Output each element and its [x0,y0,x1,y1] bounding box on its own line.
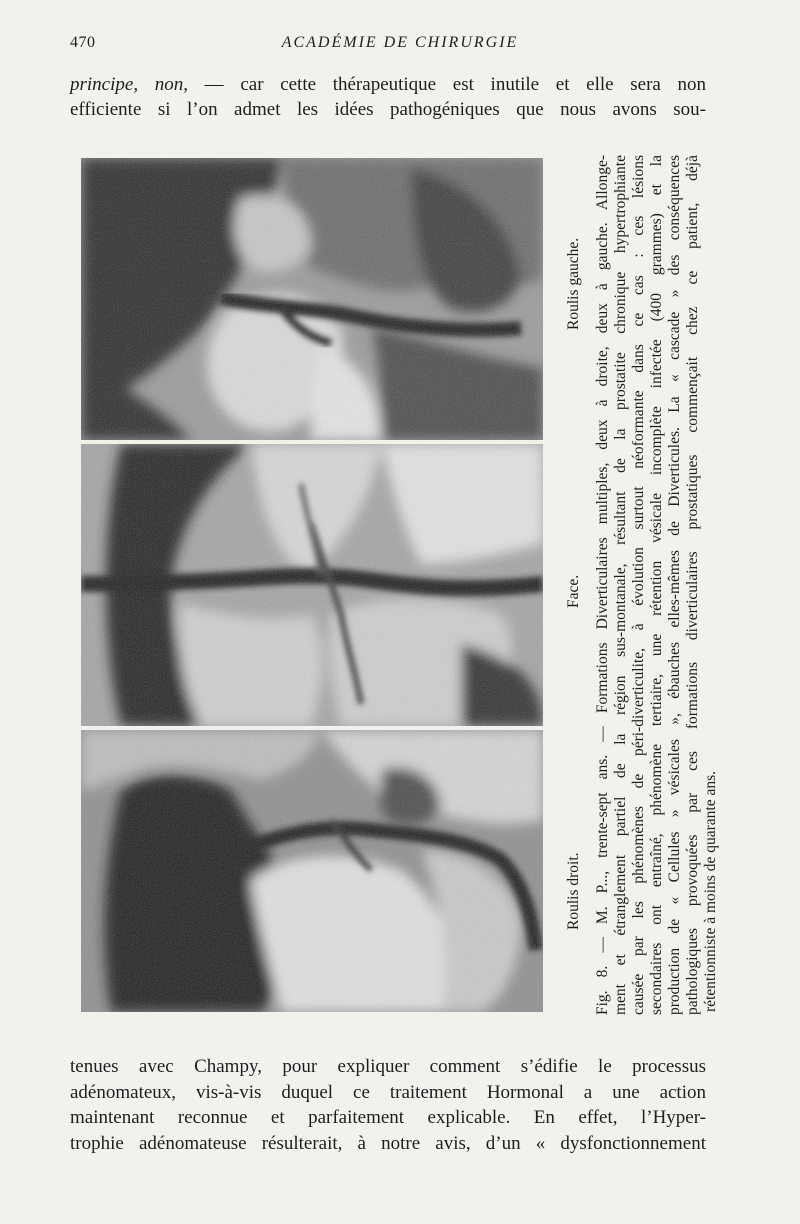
panel-label-roulis-gauche: Roulis gauche. [565,238,582,331]
bottom-paragraph [70,1054,706,1156]
page-number: 470 [70,34,96,51]
line-rest: — car cette thérapeutique est inutile et elle sera non [188,74,706,95]
figure-caption-line-5: production de « Cellules » vésicales », ébauches elles-mêmes de Diverticules. La « cascade » des conséquences [666,155,683,1015]
bottom-paragraph-line-1: tenues avec Champy, pour expliquer comment s’édifie le processus [70,1056,706,1077]
radiograph-panel-top [81,158,543,440]
figure-caption-line-3: causée par les phénomènes de péri-diverticulite, à évolution surtout néoformante dans ce cas : ces lésions [630,155,647,1015]
panel-labels [566,158,582,1012]
bottom-paragraph-line-3: maintenant reconnue et parfaitement explicable. En effet, l’Hyper- [70,1107,706,1128]
bottom-paragraph-line-2: adénomateux, vis-à-vis duquel ce traitement Hormonal a une action [70,1081,706,1103]
figure-caption-line-2: ment et étranglement partiel de la région sus-montanale, résultant de la prostatite chronique hypertrophiante [612,155,629,1015]
panel-label-face: Face. [565,574,582,608]
figure-caption-line-4: secondaires ont entraîné, phénomène tertiaire, une rétention vésicale incomplète infectée (400 grammes) et la [648,155,665,1015]
running-head: ACADÉMIE DE CHIRURGIE [281,34,519,51]
figure-caption-line-1: Fig. 8. — M. P..., trente-sept ans. — Formations Diverticulaires multiples, deux à droite, deux à gauche. Allonge- [594,155,611,1015]
panel-label-roulis-droit: Roulis droit. [565,852,582,930]
figure-caption-line-6: pathologiques provoquées par ces formations diverticulaires prostatiques commençait chez ce patient, déjà [684,155,701,1015]
figure-caption-line-7: rétentionniste à moins de quarante ans. [702,770,719,1012]
top-paragraph [70,72,706,122]
radiograph-panel-middle [81,444,543,726]
bottom-paragraph-line-4: trophie adénomateuse résulterait, à notre avis, d’un « dysfonctionnement [70,1132,706,1154]
radiograph-panel-bottom [81,730,543,1012]
italic-phrase: principe, non, [70,74,188,95]
top-paragraph-line-2: efficiente si l’on admet les idées pathogéniques que nous avons sou- [70,99,706,120]
top-paragraph-line-1 [70,72,706,97]
radiograph-figure [81,158,543,1012]
